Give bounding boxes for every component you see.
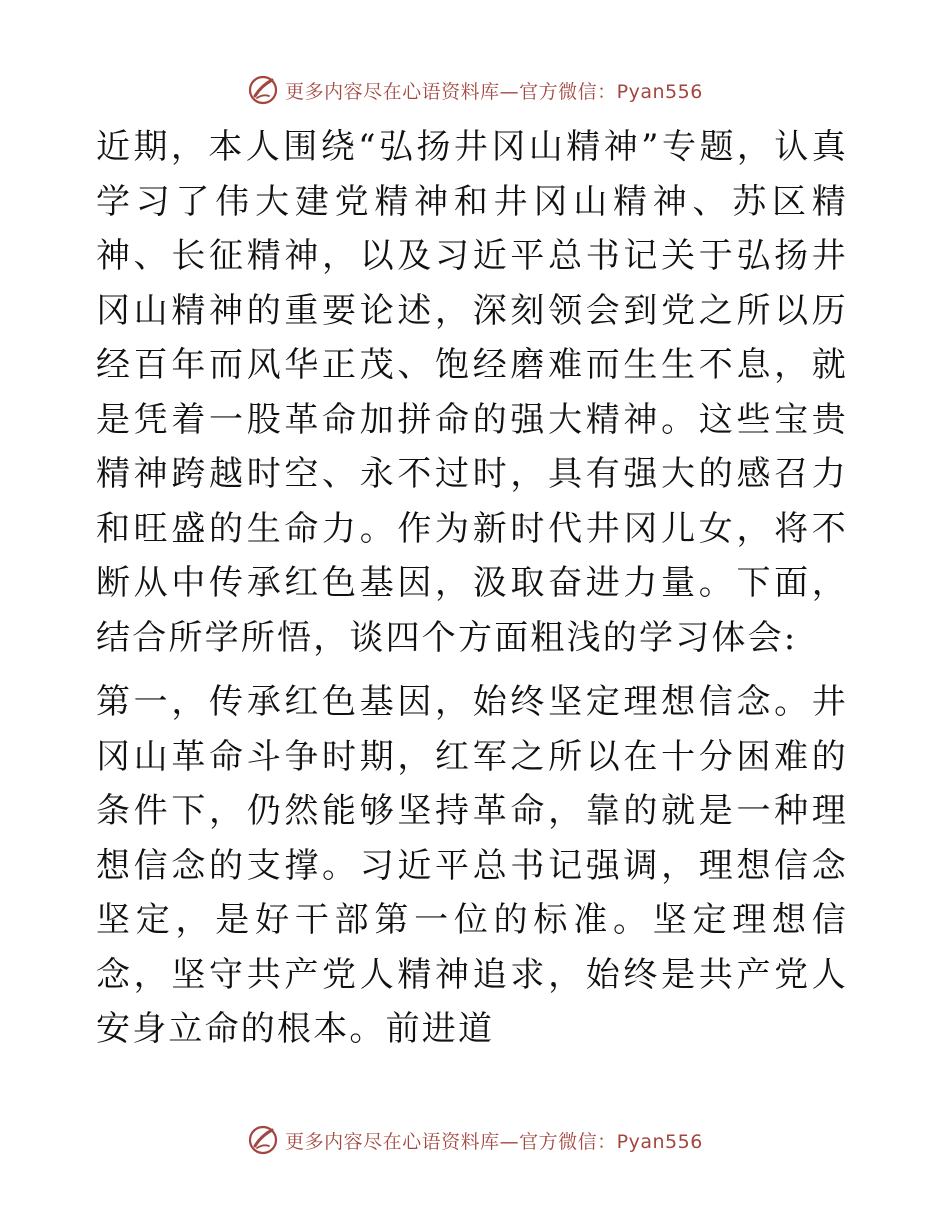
header-wechat-id: Pyan556 [616,80,703,103]
footer-watermark-banner [0,1120,950,1160]
brush-logo-icon [247,1124,279,1156]
paragraph-intro: 近期，本人围绕“弘扬井冈山精神”专题，认真学习了伟大建党精神和井冈山精神、苏区精神、长征精神，以及习近平总书记关于弘扬井冈山精神的重要论述，深刻领会到党之所以历经百年而风华正茂、饱经磨难而生生不息，就是凭着一股革命加拼命的强大精神。这些宝贵精神跨越时空、永不过时，具有强大的感召力和旺盛的生命力。作为新时代井冈儿女，将不断从中传承红色基因，汲取奋进力量。下面，结合所学所悟，谈四个方面粗浅的学习体会: [96,127,848,658]
paragraph-first-point: 第一，传承红色基因，始终坚定理想信念。井冈山革命斗争时期，红军之所以在十分困难的条件下，仍然能够坚持革命，靠的就是一种理想信念的支撑。习近平总书记强调，理想信念坚定，是好干部第一位的标准。坚定理想信念，坚守共产党人精神追求，始终是共产党人安身立命的根本。前进道 [96,682,848,1049]
brush-logo-icon [247,74,279,106]
footer-wechat-id: Pyan556 [616,1130,703,1153]
header-banner-text: 更多内容尽在心语资料库—官方微信：Pyan556 [285,80,703,103]
footer-banner-text: 更多内容尽在心语资料库—官方微信：Pyan556 [285,1130,703,1153]
header-watermark-banner [0,70,950,110]
document-body [96,120,848,1057]
